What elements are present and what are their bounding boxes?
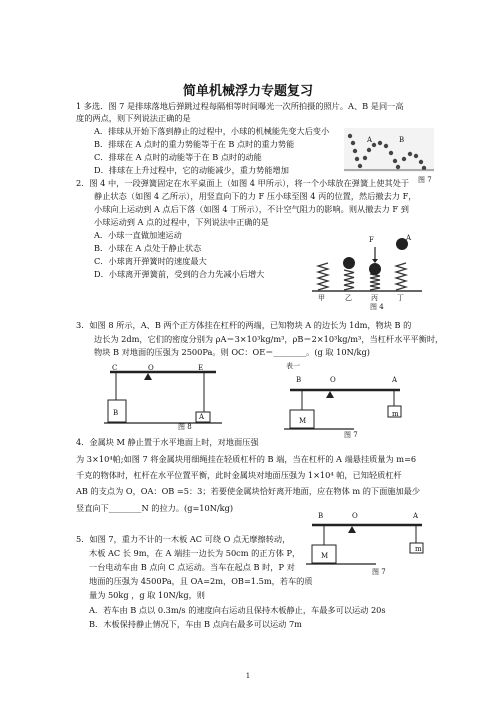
- q3-line-1: 3．如图 8 所示，A、B 两个正方体挂在杠杆的两端，已知物块 A 的边长为 1dm，物块 B 的: [76, 320, 412, 330]
- page-number: 1: [245, 672, 251, 680]
- q5-option-b: B．木板保持静止情况下，车由 B 点向右最多可以运动 7m: [89, 619, 302, 629]
- q2-force-label: F: [369, 236, 374, 244]
- q2-option-c: C．小球离开弹簧时的速度最大: [94, 256, 207, 266]
- q5-figure-label: 图 7: [372, 568, 386, 576]
- q5-block-m-small: m: [415, 545, 422, 553]
- q2-option-b: B．小球在 A 点处于静止状态: [94, 243, 202, 253]
- q5-lever-figure: [306, 521, 430, 567]
- q2-option-a: A．小球一直做加速运动: [94, 230, 182, 240]
- q5-option-a: A．若车由 B 点以 0.3m/s 的速度向右运动且保持木板静止，车最多可以运动 20s: [89, 605, 386, 615]
- q1-option-b: B．排球在 A 点时的重力势能等于在 B 点时的重力势能: [94, 139, 295, 149]
- q4-line-5: 竖直向下________N 的拉力。(g=10N/kg): [76, 503, 234, 513]
- q3-figure-8-label: 图 8: [178, 423, 192, 431]
- q3-point-e: E: [198, 364, 204, 372]
- q4-line-4: AB 的支点为 O，OA：OB =5：3；若要使金属块恰好离开地面，应在物体 m 的下面施加最少: [76, 486, 421, 496]
- q3-figure-7-label: 图 7: [344, 431, 358, 439]
- q2-line-3: 小球向上运动到 A 点后下落（如图 4 丁所示），不计空气阻力的影响。则从撤去力 F 到: [94, 204, 409, 214]
- q2-line-2: 静止状态（如图 4 乙所示），用竖直向下的力 F 压小球至图 4 丙的位置，然后撤去力 F，: [94, 191, 417, 201]
- q2-line-1: 2．图 4 中，一段弹簧固定在水平桌面上（如图 4 甲所示），将一个小球放在弹簧上使其处于: [76, 178, 410, 188]
- q2-figure-label: 图 4: [370, 303, 384, 311]
- q1-stem-line-2: 度的两点，则下列说法正确的是: [76, 113, 191, 123]
- q3-fig7-block-m-large: M: [299, 417, 307, 425]
- q2-panel-4: 丁: [397, 294, 404, 302]
- q3-table-label: 表一: [286, 362, 300, 370]
- q5-point-b: B: [318, 512, 324, 520]
- q3-fig7-point-o: O: [330, 376, 336, 384]
- q5-line-5: 量为 50kg ，g 取 10N/kg，则: [89, 590, 205, 600]
- q2-line-4: 小球运动到 A 点的过程中，下列说法中正确的是: [94, 217, 269, 227]
- q1-stem-line-1: 1 多选．图 7 是排球落地后弹跳过程每隔相等时间曝光一次所拍摄的照片。A、B 是同一高: [76, 101, 404, 111]
- q1-option-d: D．排球在上升过程中，它的动能减少，重力势能增加: [94, 165, 289, 175]
- q3-point-c: C: [112, 364, 118, 372]
- q3-fig7-point-a: A: [392, 376, 398, 384]
- q3-fig7-block-m-small: m: [392, 410, 399, 418]
- q5-block-m-large: M: [321, 552, 329, 560]
- page-title: 简单机械浮力专题复习: [182, 84, 313, 99]
- q5-point-o: O: [352, 512, 358, 520]
- q2-panel-2: 乙: [345, 294, 352, 302]
- q1-point-a: A: [367, 136, 373, 144]
- q3-line-3: 物块 B 对地面的压强为 2500Pa。则 OC：OE＝________。(g 取 10N/kg): [94, 347, 370, 357]
- q5-point-a: A: [413, 512, 419, 520]
- q3-block-a: A: [199, 413, 205, 421]
- q4-line-1: 4．金属块 M 静止置于水平地面上时，对地面压强: [76, 437, 259, 447]
- q4-line-2: 为 3×10⁴帕;如图 7 将金属块用细绳挂在轻质杠杆的 B 端，当在杠杆的 A 端悬挂质量为 m=6: [76, 454, 417, 464]
- q3-line-2: 边长为 2dm，它们的密度分别为 ρA＝3×10³kg/m³，ρB＝2×10³kg/m³，当杠杆水平平衡时，: [94, 334, 444, 344]
- q3-lever-figure-7: [284, 386, 408, 432]
- q5-line-3: 一台电动车由 B 点向 C 点运动。当车在起点 B 时，P 对: [89, 562, 295, 572]
- q1-option-a: A．排球从开始下落到静止的过程中，小球的机械能先变大后变小: [94, 126, 330, 136]
- q3-block-b: B: [113, 409, 119, 417]
- q2-panel-1: 甲: [318, 294, 325, 302]
- q3-fig7-point-b: B: [296, 376, 302, 384]
- q3-lever-figure-8: [104, 366, 222, 426]
- q5-line-1: 5．如图 7，重力不计的一木板 AC 可绕 O 点无摩擦转动，: [76, 534, 291, 544]
- q1-point-b: B: [399, 136, 405, 144]
- q2-option-d: D．小球离开弹簧前，受到的合力先减小后增大: [94, 269, 265, 279]
- q4-line-3: 千克的物体时，杠杆在水平位置平衡，此时金属块对地面压强为 1×10⁴ 帕，已知轻质杠杆: [76, 470, 402, 480]
- q2-panel-3: 丙: [371, 294, 378, 302]
- q2-point-a: A: [406, 234, 412, 242]
- q3-point-o: O: [148, 364, 154, 372]
- q1-bounce-figure: [344, 128, 434, 172]
- q1-figure-label: 图 7: [418, 176, 432, 184]
- q5-line-4: 地面的压强为 4500Pa，且 OA=2m，OB=1.5m，若车的质: [89, 576, 313, 586]
- q1-option-c: C．排球在 A 点时的动能等于在 B 点时的动能: [94, 152, 262, 162]
- q5-line-2: 木板 AC 长 9m，在 A 端挂一边长为 50cm 的正方体 P，: [89, 548, 301, 558]
